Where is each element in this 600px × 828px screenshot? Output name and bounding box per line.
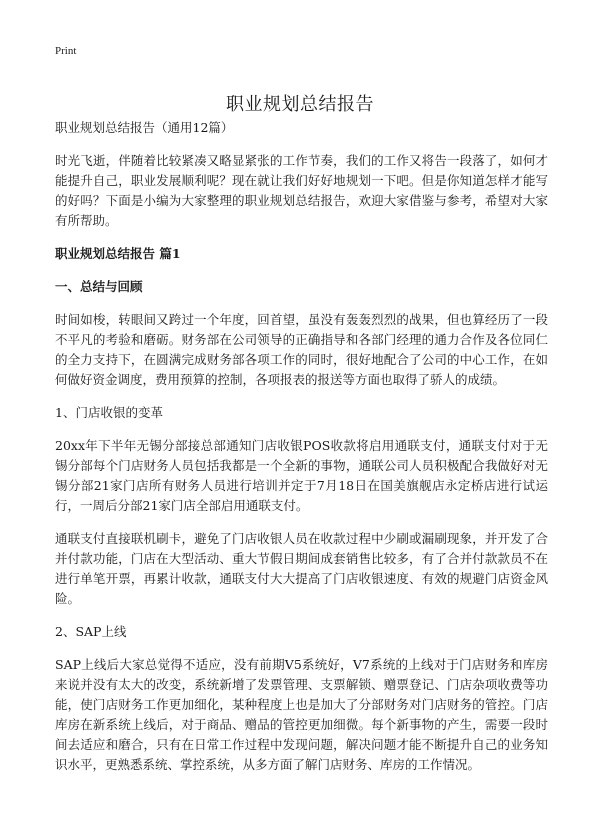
body-paragraph: SAP上线后大家总觉得不适应，没有前期V5系统好，V7系统的上线对于门店财务和库房来说并没有太大的改变，系统新增了发票管理、支票解锁、赠票登记、门店杂项收费等功能，使门店财务工作更加细化，某种程度上也是加大了分部财务对门店财务的管控。门店库房在新系统上线后，对于商品、赠品的管控更加细微。每个新事物的产生，需要一段时间去适应和磨合，只有在日常工作过程中发现问题，解决问题才能不断提升自己的业务知识水平，更熟悉系统、掌控系统，从多方面了解门店财务、库房的工作情况。 [55,657,548,772]
section-heading: 一、总结与回顾 [55,279,143,294]
body-paragraph: 20xx年下半年无锡分部接总部通知门店收银POS收款将启用通联支付，通联支付对于无锡分部每个门店财务人员包括我都是一个全新的事物，通联公司人员积极配合我做好对无锡分部21家门店所有财务人员进行培训并定于7月18日在国美旗舰店永定桥店进行试运行，一周后分部21家门店全部启用通联支付。 [55,438,548,513]
sub-heading: 1、门店收银的变革 [55,405,163,420]
print-link[interactable]: Print [55,45,77,57]
document-body [55,118,548,788]
section-paragraph: 时间如梭，转眼间又跨过一个年度，回首望，虽没有轰轰烈烈的战果，但也算经历了一段不平凡的考验和磨砺。财务部在公司领导的正确指导和各部门经理的通力合作及各位同仁的全力支持下，在圆满完成财务部各项工作的同时，很好地配合了公司的中心工作，在如何做好资金调度，费用预算的控制，各项报表的报送等方面也取得了骄人的成绩。 [55,312,548,387]
body-paragraph: 通联支付直接联机刷卡，避免了门店收银人员在收款过程中少刷或漏刷现象，并开发了合并付款功能，门店在大型活动、重大节假日期间成套销售比较多，有了合并付款款员不在进行单笔开票，再累计收款，通联支付大大提高了门店收银速度、有效的规避门店资金风险。 [55,531,548,606]
sub-heading: 2、SAP上线 [55,624,127,639]
page-title: 职业规划总结报告 [226,94,374,116]
article-heading: 职业规划总结报告 篇1 [55,246,181,261]
intro-paragraph: 时光飞逝，伴随着比较紧凑又略显紧张的工作节奏，我们的工作又将告一段落了，如何才能提升自己，职业发展顺利呢？现在就让我们好好地规划一下吧。但是你知道怎样才能写的好吗？下面是小编为大家整理的职业规划总结报告，欢迎大家借鉴与参考，希望对大家有所帮助。 [55,153,548,228]
document-subtitle: 职业规划总结报告（通用12篇） [55,120,234,135]
